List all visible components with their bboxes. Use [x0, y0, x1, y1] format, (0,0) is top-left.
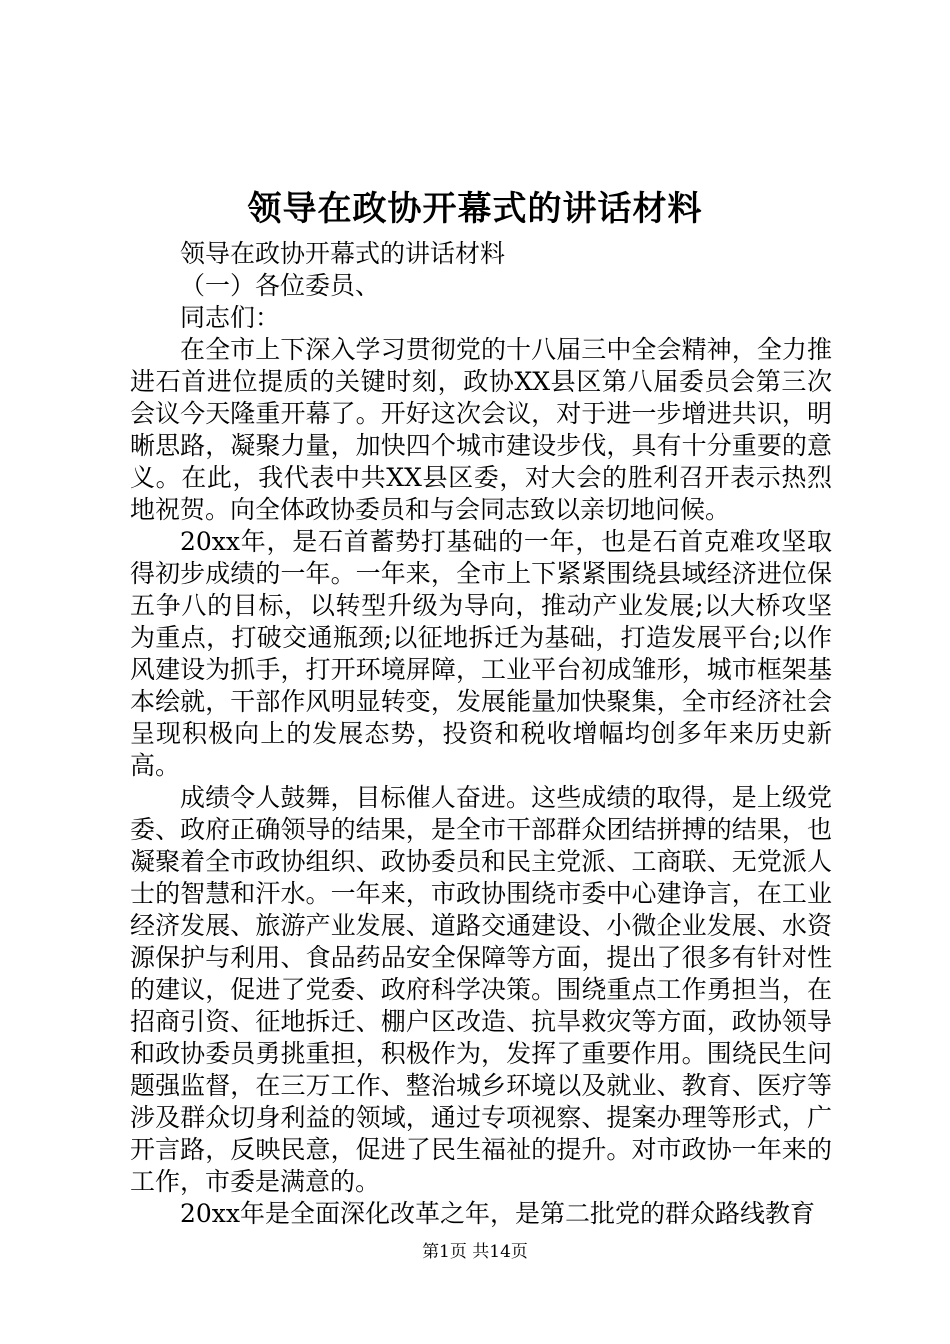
paragraph: 在全市上下深入学习贯彻党的十八届三中全会精神，全力推进石首进位提质的关键时刻，政协XX县区第八届委员会第三次会议今天隆重开幕了。开好这次会议，对于进一步增进共识，明晰思路，凝聚力量，加快四个城市建设步伐，具有十分重要的意义。在此，我代表中共XX县区委，对大会的胜利召开表示热烈地祝贺。向全体政协委员和与会同志致以亲切地问候。 [130, 335, 832, 524]
paragraph: 成绩令人鼓舞，目标催人奋进。这些成绩的取得，是上级党委、政府正确领导的结果，是全市干部群众团结拼搏的结果，也凝聚着全市政协组织、政协委员和民主党派、工商联、无党派人士的智慧和汗水。一年来，市政协围绕市委中心建诤言，在工业经济发展、旅游产业发展、道路交通建设、小微企业发展、水资源保护与利用、食品药品安全保障等方面，提出了很多有针对性的建议，促进了党委、政府科学决策。围绕重点工作勇担当，在招商引资、征地拆迁、棚户区改造、抗旱救灾等方面，政协领导和政协委员勇挑重担，积极作为，发挥了重要作用。围绕民生问题强监督，在三万工作、整治城乡环境以及就业、教育、医疗等涉及群众切身利益的领域，通过专项视察、提案办理等形式，广开言路，反映民意，促进了民生福祉的提升。对市政协一年来的工作，市委是满意的。 [130, 783, 832, 1196]
document-subtitle: 领导在政协开幕式的讲话材料 [180, 239, 506, 268]
paragraph: 20xx年，是石首蓄势打基础的一年，也是石首克难攻坚取得初步成绩的一年。一年来，全市上下紧紧围绕县域经济进位保五争八的目标，以转型升级为导向，推动产业发展;以大桥攻坚为重点，打破交通瓶颈;以征地拆迁为基础，打造发展平台;以作风建设为抓手，打开环境屏障，工业平台初成雏形，城市框架基本绘就，干部作风明显转变，发展能量加快聚集，全市经济社会呈现积极向上的发展态势，投资和税收增幅均创多年来历史新高。 [130, 527, 832, 780]
page-number-footer: 第1页 共14页 [422, 1242, 528, 1262]
paragraph: 20xx年是全面深化改革之年，是第二批党的群众路线教育 [180, 1199, 816, 1228]
document-title: 领导在政协开幕式的讲话材料 [247, 189, 703, 229]
salutation: 同志们： [180, 303, 281, 332]
document-body [130, 238, 832, 1230]
section-heading: （一）各位委员、 [180, 271, 381, 300]
